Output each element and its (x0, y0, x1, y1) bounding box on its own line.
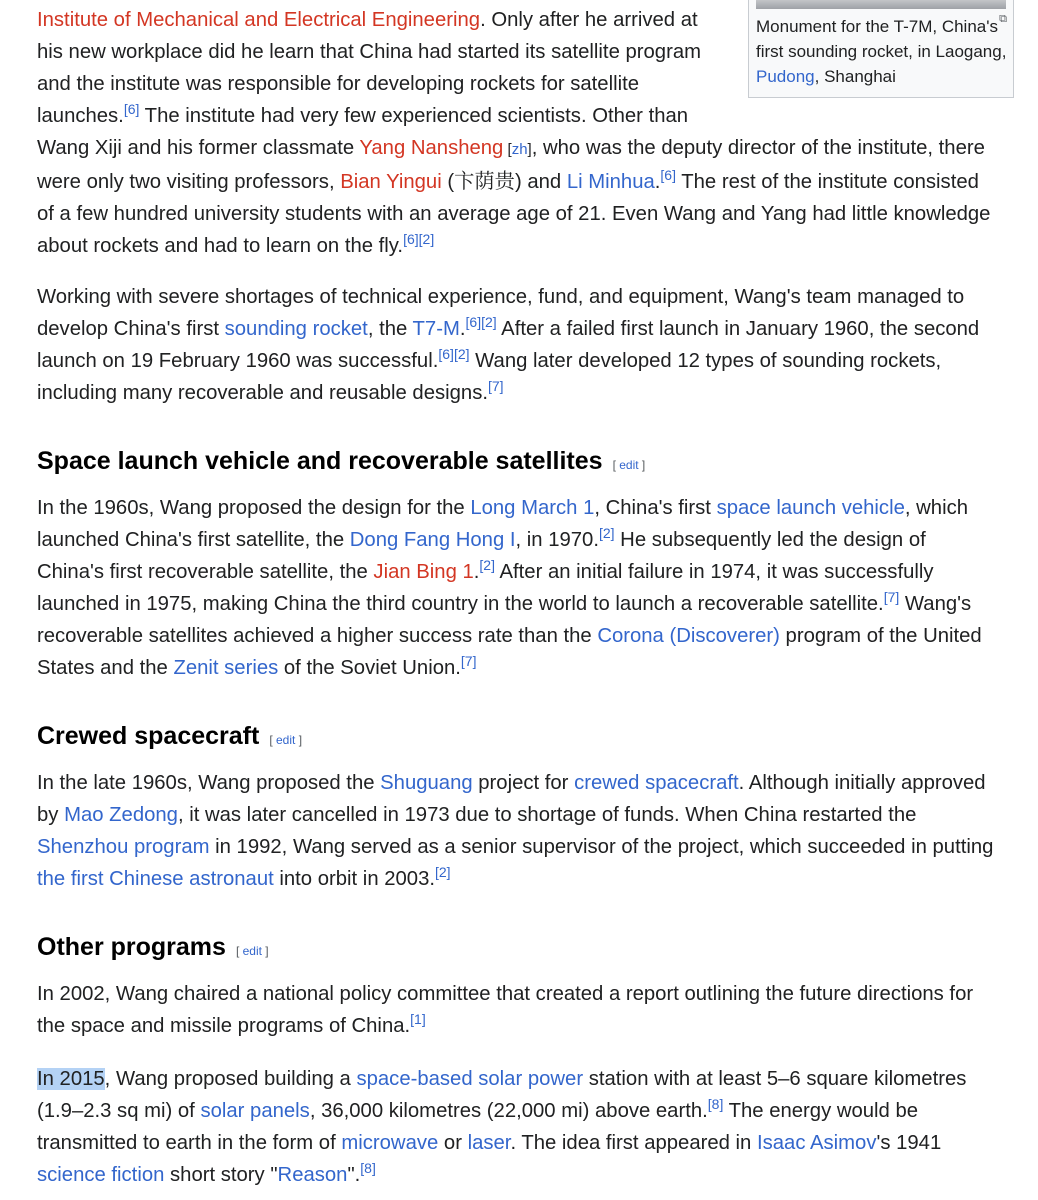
link-laser[interactable]: laser (467, 1132, 511, 1154)
line: by Mao Zedong, it was later cancelled in 1973 due to shortage of funds. When China restarted the (37, 804, 917, 826)
edit-section-link: [ edit ] (269, 733, 303, 747)
edit-section-link: [ edit ] (235, 944, 269, 958)
line: (1.9–2.3 sq mi) of solar panels, 36,000 kilometres (22,000 mi) above earth.[8] The energy would be (37, 1096, 919, 1122)
edit-button[interactable]: edit (276, 733, 296, 747)
link-corona[interactable]: Corona (Discoverer) (597, 625, 780, 647)
link-reason[interactable]: Reason (277, 1164, 348, 1186)
link-space-based-solar-power[interactable]: space-based solar power (356, 1068, 584, 1090)
link-li-minhua[interactable]: Li Minhua (566, 171, 655, 193)
edit-button[interactable]: edit (242, 944, 262, 958)
line: launched China's first satellite, the Dong Fang Hong I, in 1970.[2] He subsequently led the design of (37, 525, 926, 551)
link-yang-nansheng[interactable]: Yang Nansheng (359, 137, 504, 159)
line: develop China's first sounding rocket, the T7-M.[6][2] After a failed first launch in January 1960, the second (37, 314, 980, 340)
section-heading-crewed-spacecraft: Crewed spacecraft [ edit ] (37, 722, 303, 750)
line: In the late 1960s, Wang proposed the Shuguang project for crewed spacecraft. Although initially approved (37, 772, 986, 794)
ref-1[interactable]: [1] (410, 1011, 426, 1028)
link-shuguang[interactable]: Shuguang (380, 772, 473, 794)
line: about rockets and had to learn on the fly.[6][2] (37, 231, 435, 257)
link-solar-panels[interactable]: solar panels (200, 1100, 310, 1122)
section-heading-space-launch: Space launch vehicle and recoverable satellites [ edit ] (37, 447, 646, 475)
link-crewed-spacecraft[interactable]: crewed spacecraft (574, 772, 739, 794)
link-first-chinese-astronaut[interactable]: the first Chinese astronaut (37, 868, 274, 890)
line: Wang Xiji and his former classmate Yang Nansheng [zh], who was the deputy director of the institute, there (37, 137, 985, 159)
ref-6[interactable]: [6] (403, 231, 419, 248)
line: the first Chinese astronaut into orbit in 2003.[2] (37, 864, 451, 890)
section-heading-other-programs: Other programs [ edit ] (37, 933, 269, 961)
link-t7-m[interactable]: T7-M (412, 318, 460, 340)
ref-6[interactable]: [6] (123, 101, 140, 118)
line: including many recoverable and reusable designs.[7] (37, 378, 504, 404)
link-science-fiction[interactable]: science fiction (37, 1164, 165, 1186)
magnify-icon[interactable]: ⧉ (999, 13, 1007, 25)
link-long-march-1[interactable]: Long March 1 (470, 497, 595, 519)
line: In 2002, Wang chaired a national policy committee that created a report outlining the future directions for (37, 983, 974, 1005)
line: Institute of Mechanical and Electrical Engineering. Only after he arrived at (37, 9, 698, 31)
edit-button[interactable]: edit (619, 458, 639, 472)
paragraph-launch-vehicle (37, 492, 1017, 684)
link-pudong[interactable]: Pudong (756, 67, 815, 86)
ref-6[interactable]: [6] (465, 314, 482, 331)
line: launched in 1975, making China the third country in the world to launch a recoverable satellite.[7] Wang's (37, 589, 972, 615)
line: transmitted to earth in the form of microwave or laser. The idea first appeared in Isaac Asimov's 1941 (37, 1132, 942, 1154)
ref-2[interactable]: [2] (598, 525, 615, 542)
ref-7[interactable]: [7] (487, 378, 504, 395)
line: States and the Zenit series of the Soviet Union.[7] (37, 653, 477, 679)
paragraph-crewed (37, 767, 1017, 895)
line: were only two visiting professors, Bian Yingui (卞荫贵) and Li Minhua.[6] The rest of the institute consisted (37, 167, 979, 193)
paragraph-sounding-rocket (37, 281, 1017, 409)
line: China's first recoverable satellite, the Jian Bing 1.[2] After an initial failure in 1974, it was successfully (37, 557, 934, 583)
ref-2[interactable]: [2] (453, 346, 470, 363)
text-selection[interactable]: In 2015 (37, 1068, 105, 1090)
line: In the 1960s, Wang proposed the design for the Long March 1, China's first space launch vehicle, which (37, 497, 968, 519)
paragraph-policy-committee (37, 978, 1017, 1042)
ref-6[interactable]: [6] (660, 167, 676, 184)
link-shenzhou-program[interactable]: Shenzhou program (37, 836, 210, 858)
line: In 2015, Wang proposed building a space-based solar power station with at least 5–6 square kilometres (37, 1068, 967, 1090)
line: Shenzhou program in 1992, Wang served as a senior supervisor of the project, which succeeded in putting (37, 836, 994, 858)
line: Working with severe shortages of technical experience, fund, and equipment, Wang's team managed to (37, 286, 965, 308)
line: launches.[6] The institute had very few experienced scientists. Other than (37, 101, 689, 127)
ref-2[interactable]: [2] (418, 231, 435, 248)
paragraph-institute (37, 4, 1017, 262)
ref-6[interactable]: [6] (438, 346, 454, 363)
link-institute[interactable]: Institute of Mechanical and Electrical Engineering (37, 9, 481, 31)
link-zh[interactable]: zh (511, 141, 528, 158)
link-space-launch-vehicle[interactable]: space launch vehicle (716, 497, 905, 519)
link-zenit-series[interactable]: Zenit series (173, 657, 279, 679)
link-bian-yingui[interactable]: Bian Yingui (340, 171, 442, 193)
link-jian-bing-1[interactable]: Jian Bing 1 (373, 561, 474, 583)
paragraph-solar-power (37, 1063, 1017, 1191)
line: science fiction short story "Reason".[8] (37, 1160, 376, 1186)
link-microwave[interactable]: microwave (341, 1132, 439, 1154)
ref-2[interactable]: [2] (479, 557, 495, 574)
ref-8[interactable]: [8] (707, 1096, 724, 1113)
line: his new workplace did he learn that China had started its satellite program (37, 41, 702, 63)
ref-7[interactable]: [7] (883, 589, 900, 606)
edit-section-link: [ edit ] (612, 458, 646, 472)
line: launch on 19 February 1960 was successful.[6][2] Wang later developed 12 types of sounding rockets, (37, 346, 942, 372)
line: and the institute was responsible for developing rockets for satellite (37, 73, 640, 95)
line: recoverable satellites achieved a higher success rate than the Corona (Discoverer) program of the United (37, 625, 982, 647)
link-sounding-rocket[interactable]: sounding rocket (224, 318, 368, 340)
ref-2[interactable]: [2] (434, 864, 451, 881)
ref-8[interactable]: [8] (360, 1160, 376, 1177)
ref-7[interactable]: [7] (460, 653, 477, 670)
link-isaac-asimov[interactable]: Isaac Asimov (756, 1132, 877, 1154)
ref-2[interactable]: [2] (481, 314, 497, 331)
thumbnail-caption: Monument for the T-7M, China's first sounding rocket, in Laogang, Pudong, Shanghai (756, 17, 1007, 86)
link-dong-fang-hong[interactable]: Dong Fang Hong I (349, 529, 516, 551)
interlanguage-link: [zh] (503, 141, 532, 158)
line: of a few hundred university students with an average age of 21. Even Wang and Yang had little knowledge (37, 203, 991, 225)
line: the space and missile programs of China.[1] (37, 1011, 426, 1037)
link-mao-zedong[interactable]: Mao Zedong (64, 804, 178, 826)
